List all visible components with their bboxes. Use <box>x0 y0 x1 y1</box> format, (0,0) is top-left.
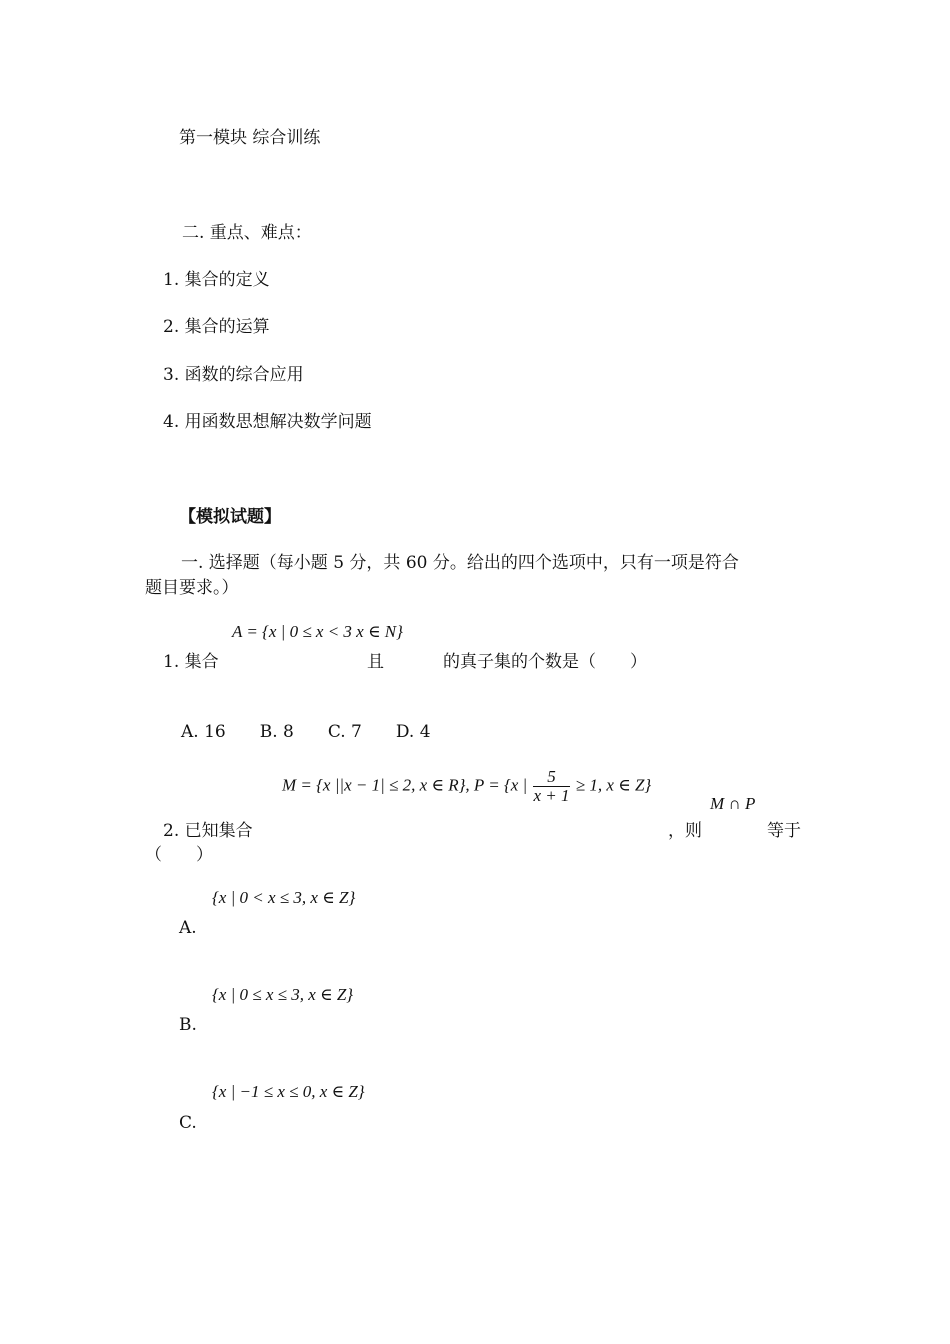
q1-tail: 的真子集的个数是（ ） <box>443 652 647 672</box>
q1-options: A. 16 B. 8 C. 7 D. 4 <box>181 722 431 742</box>
q1-mid: 且 <box>367 652 384 672</box>
q2-label: 2. 已知集合 <box>163 821 253 841</box>
key-point-item: 4. 用函数思想解决数学问题 <box>163 412 372 432</box>
section1-instructions-line2: 题目要求。） <box>145 578 239 598</box>
q2-formula-left: M = {x ||x − 1| ≤ 2, x ∈ R}, P = {x | <box>282 775 528 795</box>
mock-test-heading: 【模拟试题】 <box>179 507 281 527</box>
key-point-item: 2. 集合的运算 <box>163 317 270 337</box>
q2-option-c: C. <box>179 1113 197 1133</box>
key-points-heading: 二. 重点、难点： <box>182 223 312 243</box>
q2-formula-right: ≥ 1, x ∈ Z} <box>575 775 652 795</box>
q1-label: 1. 集合 <box>163 652 219 672</box>
q2-frac-num: 5 <box>533 768 569 787</box>
q2-then: ，则 <box>668 821 702 841</box>
module-title: 第一模块 综合训练 <box>179 128 321 148</box>
q2-frac-den: x + 1 <box>533 786 570 805</box>
key-point-item: 3. 函数的综合应用 <box>163 365 304 385</box>
q2-formula <box>282 768 651 805</box>
q2-option-a-formula: {x | 0 < x ≤ 3, x ∈ Z} <box>212 888 356 907</box>
q2-option-a: A. <box>179 918 197 938</box>
section1-instructions-line1: 一. 选择题（每小题 5 分，共 60 分。给出的四个选项中，只有一项是符合 <box>181 553 739 573</box>
q2-fraction <box>533 768 569 805</box>
q2-paren: （ ） <box>145 845 213 865</box>
q2-intersection: M ∩ P <box>710 794 756 813</box>
q2-equals: 等于 <box>767 821 801 841</box>
q1-formula: A = {x | 0 ≤ x < 3 x ∈ N} <box>232 622 403 641</box>
q2-option-c-formula: {x | −1 ≤ x ≤ 0, x ∈ Z} <box>212 1082 365 1101</box>
key-point-item: 1. 集合的定义 <box>163 270 270 290</box>
q2-option-b-formula: {x | 0 ≤ x ≤ 3, x ∈ Z} <box>212 985 354 1004</box>
q2-option-b: B. <box>179 1015 197 1035</box>
